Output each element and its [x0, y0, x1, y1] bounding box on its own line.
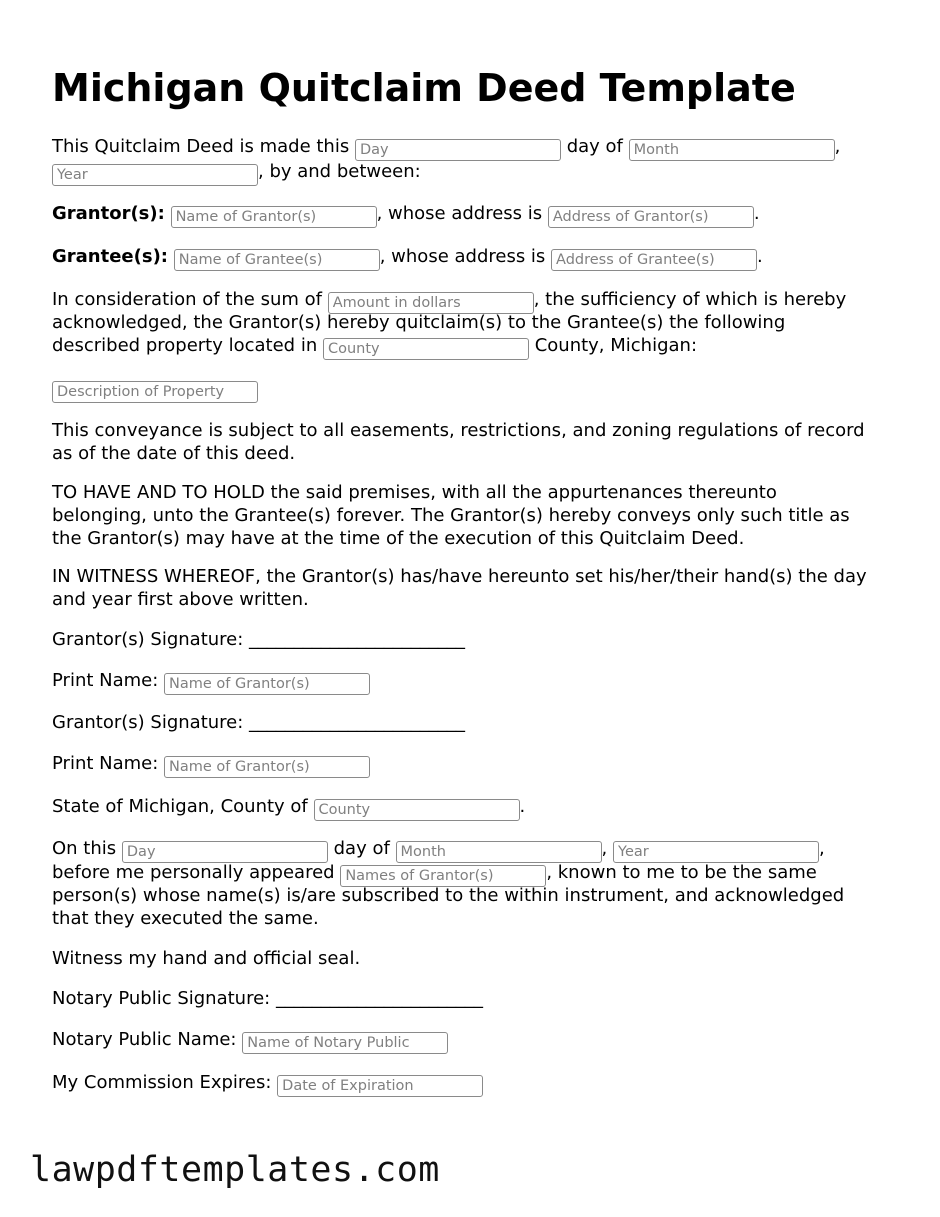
notary-line-4: that they executed the same.	[52, 908, 319, 929]
notary-line-3: person(s) whose name(s) is/are subscribed to the within instrument, and acknowledged	[52, 885, 845, 906]
witness-seal	[52, 948, 892, 971]
witness-line-1: IN WITNESS WHEREOF, the Grantor(s) has/have hereunto set his/her/their hand(s) the day	[52, 566, 867, 587]
deed-year-field[interactable]	[52, 164, 258, 186]
notary-appeared: before me personally appeared	[52, 862, 335, 883]
consideration-line-2: acknowledged, the Grantor(s) hereby quitclaim(s) to the Grantee(s) the following	[52, 312, 786, 333]
witness-seal-text: Witness my hand and official seal.	[52, 948, 361, 969]
notary-signature	[52, 988, 892, 1011]
notary-state-line	[52, 796, 892, 819]
description-line	[52, 378, 892, 401]
print-name-field-2[interactable]	[164, 756, 370, 778]
notary-county-field[interactable]	[314, 799, 520, 821]
grantee-end: .	[757, 246, 763, 267]
notary-signature-line: Notary Public Signature: _______________________	[52, 988, 483, 1009]
notary-day-field[interactable]	[122, 841, 328, 863]
habendum-line-1: TO HAVE AND TO HOLD the said premises, with all the appurtenances thereunto	[52, 482, 777, 503]
grantor-signature-2	[52, 712, 892, 735]
intro-text-2: day of	[566, 136, 623, 157]
consideration-text-1: In consideration of the sum of	[52, 289, 322, 310]
deed-day-field[interactable]	[355, 139, 561, 161]
notary-comma-2: ,	[819, 838, 825, 859]
deed-month-field[interactable]	[629, 139, 835, 161]
property-description-field[interactable]	[52, 381, 258, 403]
commission-label: My Commission Expires:	[52, 1072, 272, 1093]
notary-names-field[interactable]	[340, 865, 546, 887]
grantee-address-field[interactable]	[551, 249, 757, 271]
grantee-label: Grantee(s):	[52, 246, 168, 267]
print-name-field-1[interactable]	[164, 673, 370, 695]
property-county-field[interactable]	[323, 338, 529, 360]
grantor-address-text: , whose address is	[376, 203, 543, 224]
commission-expiration-field[interactable]	[277, 1075, 483, 1097]
notary-comma-1: ,	[601, 838, 608, 859]
conveyance-line-2: as of the date of this deed.	[52, 443, 296, 464]
habendum-line-3: the Grantor(s) may have at the time of the execution of this Quitclaim Deed.	[52, 528, 745, 549]
notary-name-field[interactable]	[242, 1032, 448, 1054]
page-title: Michigan Quitclaim Deed Template	[52, 66, 796, 110]
grantee-name-field[interactable]	[174, 249, 380, 271]
grantor-signature-1	[52, 629, 892, 652]
amount-field[interactable]	[328, 292, 534, 314]
conveyance-line-1: This conveyance is subject to all easements, restrictions, and zoning regulations of record	[52, 420, 865, 441]
consideration-text-2: , the sufficiency of which is hereby	[533, 289, 847, 310]
notary-on-this: On this	[52, 838, 117, 859]
consideration-text-3: described property located in	[52, 335, 318, 356]
notary-state-label: State of Michigan, County of	[52, 796, 308, 817]
print-name-2	[52, 753, 892, 776]
habendum-paragraph	[52, 482, 892, 551]
witness-paragraph	[52, 566, 892, 612]
consideration-text-4: County, Michigan:	[534, 335, 698, 356]
grantee-line	[52, 246, 892, 269]
site-watermark: lawpdftemplates.com	[30, 1150, 440, 1190]
intro-paragraph	[52, 136, 892, 184]
commission-line	[52, 1072, 892, 1095]
grantor-signature-line-2: Grantor(s) Signature: ________________________	[52, 712, 466, 733]
intro-text-3: , by and between:	[258, 161, 421, 182]
grantor-signature-line-1: Grantor(s) Signature: ________________________	[52, 629, 466, 650]
grantor-line	[52, 203, 892, 226]
intro-comma: ,	[834, 136, 841, 157]
print-name-label-2: Print Name:	[52, 753, 159, 774]
intro-text-1: This Quitclaim Deed is made this	[52, 136, 350, 157]
notary-day-of: day of	[333, 838, 390, 859]
grantor-label: Grantor(s):	[52, 203, 165, 224]
grantor-name-field[interactable]	[171, 206, 377, 228]
witness-line-2: and year first above written.	[52, 589, 309, 610]
grantee-address-text: , whose address is	[379, 246, 546, 267]
notary-acknowledgment	[52, 838, 892, 931]
notary-name-label: Notary Public Name:	[52, 1029, 237, 1050]
notary-state-end: .	[519, 796, 526, 817]
print-name-label-1: Print Name:	[52, 670, 159, 691]
notary-month-field[interactable]	[396, 841, 602, 863]
consideration-paragraph	[52, 289, 892, 358]
conveyance-paragraph	[52, 420, 892, 466]
grantor-address-field[interactable]	[548, 206, 754, 228]
print-name-1	[52, 670, 892, 693]
habendum-line-2: belonging, unto the Grantee(s) forever. The Grantor(s) hereby conveys only such title as	[52, 505, 850, 526]
notary-year-field[interactable]	[613, 841, 819, 863]
notary-known: , known to me to be the same	[546, 862, 817, 883]
grantor-end: .	[753, 203, 760, 224]
notary-name-line	[52, 1029, 892, 1052]
